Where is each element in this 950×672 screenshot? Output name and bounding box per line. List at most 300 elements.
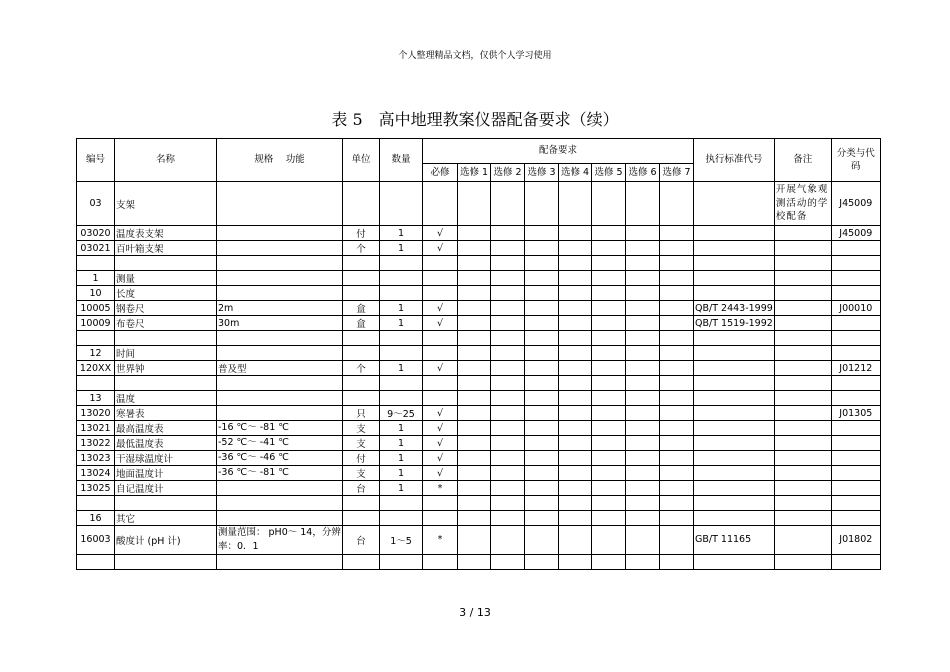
cell-unit: 付 [343, 226, 380, 241]
cell-qty [380, 391, 423, 406]
cell-qty: 1 [380, 466, 423, 481]
cell-note [774, 481, 831, 496]
cell-elective [525, 256, 559, 271]
cell-elective [559, 271, 592, 286]
cell-unit [343, 286, 380, 301]
cell-elective [491, 331, 525, 346]
cell-elective [491, 436, 525, 451]
table-row [77, 316, 881, 331]
cell-elective [525, 316, 559, 331]
cell-num: 10005 [77, 301, 115, 316]
cell-num: 03020 [77, 226, 115, 241]
cell-elective [491, 286, 525, 301]
cell-elective [491, 554, 525, 569]
cell-name [115, 496, 217, 511]
cell-elective [626, 496, 660, 511]
header-elective-7: 选修 7 [660, 163, 694, 181]
cell-elective [525, 376, 559, 391]
cell-elective [491, 361, 525, 376]
cell-spec [217, 271, 343, 286]
cell-elective [525, 241, 559, 256]
cell-qty: 1 [380, 361, 423, 376]
cell-num: 10 [77, 286, 115, 301]
cell-elective [592, 451, 626, 466]
cell-elective [559, 316, 592, 331]
cell-elective [626, 182, 660, 226]
cell-qty: 9～25 [380, 406, 423, 421]
cell-classcode: J01305 [831, 406, 880, 421]
cell-elective [660, 451, 694, 466]
page-number: 3 / 13 [459, 606, 491, 619]
cell-required [423, 391, 458, 406]
cell-elective [592, 391, 626, 406]
cell-elective [626, 391, 660, 406]
cell-elective [525, 286, 559, 301]
cell-elective [525, 526, 559, 555]
cell-standard [694, 421, 775, 436]
cell-elective [525, 451, 559, 466]
cell-elective [660, 226, 694, 241]
cell-elective [458, 346, 491, 361]
cell-elective [626, 241, 660, 256]
cell-elective [491, 421, 525, 436]
cell-elective [491, 256, 525, 271]
cell-classcode [831, 451, 880, 466]
cell-num: 16003 [77, 526, 115, 555]
cell-elective [592, 496, 626, 511]
cell-elective [458, 421, 491, 436]
cell-spec: -36 ℃～ -81 ℃ [217, 466, 343, 481]
cell-name [115, 554, 217, 569]
cell-required: √ [423, 436, 458, 451]
cell-elective [592, 361, 626, 376]
cell-unit [343, 376, 380, 391]
cell-elective [660, 554, 694, 569]
cell-elective [525, 436, 559, 451]
cell-num: 1 [77, 271, 115, 286]
cell-num: 12 [77, 346, 115, 361]
cell-name: 最低温度表 [115, 436, 217, 451]
cell-standard [694, 481, 775, 496]
cell-standard [694, 436, 775, 451]
cell-standard: GB/T 11165 [694, 526, 775, 555]
cell-note [774, 496, 831, 511]
cell-elective [458, 376, 491, 391]
cell-note [774, 376, 831, 391]
cell-standard [694, 286, 775, 301]
cell-required: √ [423, 466, 458, 481]
cell-qty: 1 [380, 241, 423, 256]
cell-note [774, 286, 831, 301]
cell-spec [217, 511, 343, 526]
cell-note: 开展气象观测活动的学校配备 [774, 182, 831, 226]
cell-elective [458, 256, 491, 271]
table-row [77, 271, 881, 286]
cell-spec [217, 182, 343, 226]
cell-elective [491, 526, 525, 555]
cell-standard [694, 406, 775, 421]
cell-elective [458, 361, 491, 376]
cell-elective [559, 466, 592, 481]
header-elective-6: 选修 6 [626, 163, 660, 181]
cell-note [774, 241, 831, 256]
cell-elective [458, 241, 491, 256]
cell-elective [525, 421, 559, 436]
cell-elective [525, 346, 559, 361]
cell-spec [217, 256, 343, 271]
cell-elective [559, 256, 592, 271]
cell-note [774, 316, 831, 331]
cell-classcode [831, 391, 880, 406]
cell-spec [217, 391, 343, 406]
cell-standard [694, 391, 775, 406]
cell-num [77, 376, 115, 391]
cell-elective [626, 376, 660, 391]
cell-qty: 1～5 [380, 526, 423, 555]
table-row [77, 391, 881, 406]
cell-name [115, 331, 217, 346]
cell-elective [525, 406, 559, 421]
cell-elective [458, 406, 491, 421]
cell-elective [525, 182, 559, 226]
table-row [77, 241, 881, 256]
table-row [77, 421, 881, 436]
cell-num: 13021 [77, 421, 115, 436]
table-row [77, 376, 881, 391]
header-elective-3: 选修 3 [525, 163, 559, 181]
cell-elective [491, 391, 525, 406]
cell-elective [491, 451, 525, 466]
cell-unit: 盒 [343, 316, 380, 331]
cell-elective [559, 451, 592, 466]
cell-elective [626, 481, 660, 496]
cell-elective [626, 331, 660, 346]
cell-elective [559, 376, 592, 391]
cell-elective [592, 481, 626, 496]
cell-standard [694, 256, 775, 271]
cell-unit: 个 [343, 361, 380, 376]
header-note: 备注 [774, 139, 831, 182]
cell-classcode [831, 256, 880, 271]
cell-unit [343, 496, 380, 511]
cell-spec: -52 ℃～ -41 ℃ [217, 436, 343, 451]
cell-qty [380, 376, 423, 391]
cell-required: √ [423, 226, 458, 241]
cell-spec [217, 406, 343, 421]
cell-name: 干湿球温度计 [115, 451, 217, 466]
cell-elective [491, 496, 525, 511]
cell-elective [525, 554, 559, 569]
cell-elective [626, 316, 660, 331]
cell-note [774, 361, 831, 376]
cell-elective [458, 436, 491, 451]
table-row [77, 226, 881, 241]
cell-classcode [831, 286, 880, 301]
table-row [77, 406, 881, 421]
cell-elective [559, 421, 592, 436]
cell-note [774, 271, 831, 286]
cell-required [423, 511, 458, 526]
cell-num: 13 [77, 391, 115, 406]
cell-note [774, 226, 831, 241]
cell-num: 13023 [77, 451, 115, 466]
cell-elective [592, 316, 626, 331]
cell-qty: 1 [380, 421, 423, 436]
cell-num: 16 [77, 511, 115, 526]
cell-elective [458, 511, 491, 526]
cell-classcode [831, 316, 880, 331]
cell-num [77, 256, 115, 271]
cell-name: 其它 [115, 511, 217, 526]
cell-name: 时间 [115, 346, 217, 361]
cell-elective [626, 466, 660, 481]
cell-unit: 个 [343, 241, 380, 256]
cell-spec [217, 554, 343, 569]
cell-elective [660, 256, 694, 271]
header-elective-5: 选修 5 [592, 163, 626, 181]
cell-standard [694, 241, 775, 256]
cell-required: √ [423, 406, 458, 421]
header-elective-1: 选修 1 [458, 163, 491, 181]
cell-unit [343, 182, 380, 226]
cell-elective [660, 286, 694, 301]
cell-elective [592, 511, 626, 526]
cell-standard [694, 346, 775, 361]
cell-unit: 台 [343, 481, 380, 496]
cell-elective [660, 406, 694, 421]
cell-num: 13025 [77, 481, 115, 496]
cell-required: √ [423, 241, 458, 256]
cell-elective [458, 182, 491, 226]
cell-name: 布卷尺 [115, 316, 217, 331]
cell-standard [694, 376, 775, 391]
cell-note [774, 526, 831, 555]
cell-name: 百叶箱支架 [115, 241, 217, 256]
cell-unit [343, 346, 380, 361]
cell-elective [525, 301, 559, 316]
cell-qty [380, 182, 423, 226]
cell-elective [491, 481, 525, 496]
cell-spec: -36 ℃～ -46 ℃ [217, 451, 343, 466]
cell-elective [458, 316, 491, 331]
cell-elective [660, 376, 694, 391]
header-classcode: 分类与代码 [831, 139, 880, 182]
cell-elective [458, 226, 491, 241]
cell-elective [559, 391, 592, 406]
cell-elective [626, 226, 660, 241]
cell-spec: 测量范围： pH0～ 14，分辨率：0．1 [217, 526, 343, 555]
cell-elective [592, 182, 626, 226]
cell-classcode: J45009 [831, 182, 880, 226]
table-row [77, 361, 881, 376]
cell-unit [343, 271, 380, 286]
cell-required [423, 376, 458, 391]
cell-elective [491, 376, 525, 391]
cell-elective [626, 301, 660, 316]
cell-elective [592, 241, 626, 256]
cell-unit: 支 [343, 466, 380, 481]
cell-required [423, 496, 458, 511]
cell-standard [694, 451, 775, 466]
header-unit: 单位 [343, 139, 380, 182]
table-row [77, 496, 881, 511]
cell-note [774, 466, 831, 481]
cell-unit [343, 391, 380, 406]
cell-elective [660, 346, 694, 361]
cell-elective [491, 511, 525, 526]
cell-required: √ [423, 361, 458, 376]
cell-elective [559, 526, 592, 555]
cell-spec: 2m [217, 301, 343, 316]
cell-note [774, 391, 831, 406]
cell-elective [491, 406, 525, 421]
cell-name [115, 256, 217, 271]
cell-elective [491, 346, 525, 361]
cell-name: 长度 [115, 286, 217, 301]
header-standard: 执行标准代号 [694, 139, 775, 182]
cell-elective [660, 331, 694, 346]
cell-elective [525, 271, 559, 286]
cell-elective [559, 511, 592, 526]
cell-classcode [831, 271, 880, 286]
cell-elective [491, 316, 525, 331]
header-qty: 数量 [380, 139, 423, 182]
cell-name: 世界钟 [115, 361, 217, 376]
cell-name: 最高温度表 [115, 421, 217, 436]
cell-elective [626, 421, 660, 436]
cell-elective [660, 496, 694, 511]
cell-note [774, 451, 831, 466]
cell-elective [559, 554, 592, 569]
cell-elective [626, 436, 660, 451]
cell-standard [694, 496, 775, 511]
cell-unit: 支 [343, 436, 380, 451]
cell-elective [626, 271, 660, 286]
cell-unit [343, 554, 380, 569]
cell-spec: -16 ℃～ -81 ℃ [217, 421, 343, 436]
table-row [77, 182, 881, 226]
cell-note [774, 346, 831, 361]
cell-qty: 1 [380, 481, 423, 496]
cell-classcode [831, 511, 880, 526]
cell-required [423, 346, 458, 361]
cell-qty [380, 271, 423, 286]
cell-elective [592, 406, 626, 421]
table-row [77, 481, 881, 496]
cell-elective [660, 301, 694, 316]
cell-note [774, 421, 831, 436]
cell-elective [660, 421, 694, 436]
cell-standard [694, 554, 775, 569]
cell-elective [559, 346, 592, 361]
cell-standard [694, 331, 775, 346]
cell-num: 13020 [77, 406, 115, 421]
cell-elective [559, 436, 592, 451]
cell-spec [217, 331, 343, 346]
cell-note [774, 511, 831, 526]
cell-unit: 台 [343, 526, 380, 555]
cell-spec [217, 286, 343, 301]
table-row [77, 256, 881, 271]
cell-elective [660, 271, 694, 286]
cell-elective [559, 182, 592, 226]
table-row [77, 466, 881, 481]
table-row [77, 526, 881, 555]
cell-classcode: J01802 [831, 526, 880, 555]
cell-elective [559, 496, 592, 511]
cell-required [423, 271, 458, 286]
cell-required [423, 554, 458, 569]
cell-num [77, 331, 115, 346]
cell-qty [380, 346, 423, 361]
cell-elective [660, 361, 694, 376]
cell-spec [217, 226, 343, 241]
cell-elective [458, 286, 491, 301]
cell-elective [525, 331, 559, 346]
cell-elective [592, 554, 626, 569]
header-elective-2: 选修 2 [491, 163, 525, 181]
cell-num: 03 [77, 182, 115, 226]
cell-unit: 付 [343, 451, 380, 466]
cell-elective [525, 511, 559, 526]
cell-elective [592, 331, 626, 346]
cell-classcode: J01212 [831, 361, 880, 376]
cell-qty [380, 554, 423, 569]
cell-required [423, 256, 458, 271]
cell-elective [525, 496, 559, 511]
cell-unit: 盒 [343, 301, 380, 316]
cell-elective [559, 286, 592, 301]
cell-standard [694, 182, 775, 226]
cell-elective [559, 241, 592, 256]
cell-elective [491, 226, 525, 241]
cell-elective [559, 406, 592, 421]
cell-elective [458, 466, 491, 481]
cell-spec [217, 481, 343, 496]
cell-elective [660, 511, 694, 526]
cell-elective [626, 526, 660, 555]
cell-name: 支架 [115, 182, 217, 226]
cell-num: 120XX [77, 361, 115, 376]
header-elective-4: 选修 4 [559, 163, 592, 181]
cell-elective [458, 391, 491, 406]
cell-elective [626, 511, 660, 526]
cell-note [774, 554, 831, 569]
cell-elective [559, 301, 592, 316]
cell-name [115, 376, 217, 391]
cell-required [423, 286, 458, 301]
cell-num [77, 554, 115, 569]
cell-elective [525, 466, 559, 481]
cell-spec [217, 496, 343, 511]
cell-standard: QB/T 2443-1999 [695, 302, 773, 314]
cell-elective [592, 286, 626, 301]
table-body [77, 182, 881, 570]
header-note: 个人整理精品文档，仅供个人学习使用 [398, 51, 552, 61]
cell-elective [559, 226, 592, 241]
table-row [77, 286, 881, 301]
cell-standard [694, 511, 775, 526]
header-config: 配备要求 [423, 139, 694, 164]
cell-elective [592, 421, 626, 436]
cell-classcode: J45009 [831, 226, 880, 241]
cell-name: 酸度计 (pH 计) [115, 526, 217, 555]
cell-elective [458, 451, 491, 466]
cell-note [774, 406, 831, 421]
cell-elective [660, 316, 694, 331]
cell-elective [458, 271, 491, 286]
cell-unit: 只 [343, 406, 380, 421]
